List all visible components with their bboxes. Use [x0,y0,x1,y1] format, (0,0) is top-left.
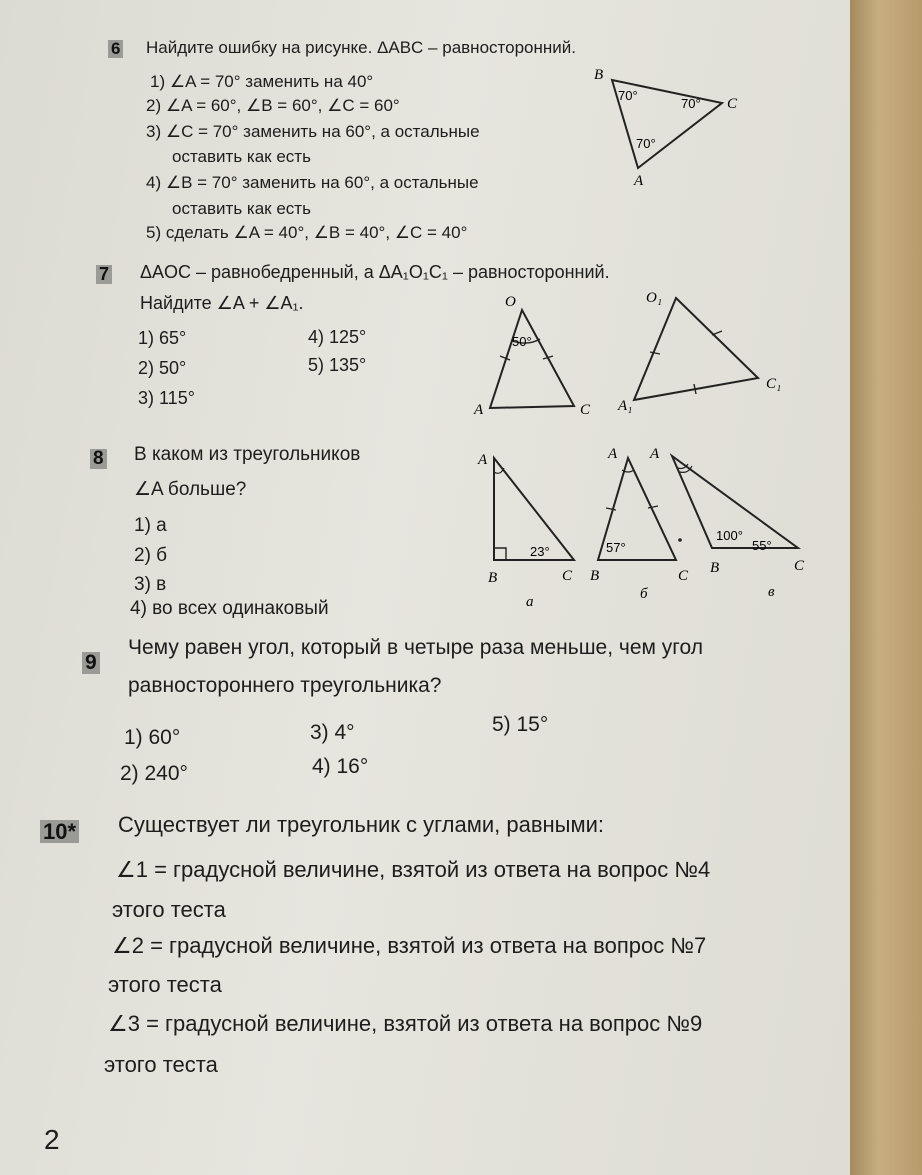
question-6-prompt: Найдите ошибку на рисунке. ΔABC – равносторонний. [146,38,576,57]
q8a-caption: а [526,594,534,610]
q8c-vertex-b: B [710,560,720,576]
question-10-prompt: Существует ли треугольник с углами, равными: [118,812,605,837]
question-8-prompt-line1: В каком из треугольников [134,444,361,465]
q8a-vertex-b: B [488,570,498,586]
q7-angle-o: 50° [512,334,532,349]
question-10-line-1: ∠1 = градусной величине, взятой из ответа на вопрос №4 [116,857,711,882]
q8a-vertex-a: A [478,452,488,468]
question-8-option-3: 3) в [134,574,167,595]
q6-vertex-c: C [727,96,738,112]
question-7-prompt-line2: Найдите ∠A + ∠A₁. [140,293,304,313]
question-10-line-2: ∠2 = градусной величине, взятой из ответа на вопрос №7 [112,933,707,958]
q8b-vertex-a: A [608,446,618,462]
q7-vertex-o: O [505,294,516,310]
question-10-line-1-cont: этого теста [112,897,226,922]
question-8-option-4: 4) во всех одинаковый [130,598,329,619]
question-9-option-1: 1) 60° [124,726,181,749]
q8b-angle-b: 57° [606,540,626,555]
q7-vertex-o1: O₁ [646,290,663,306]
question-7-number: 7 [96,265,112,284]
q8c-caption: в [768,584,775,600]
question-6-option-2: 2) ∠A = 60°, ∠B = 60°, ∠C = 60° [146,96,400,115]
question-9-number: 9 [82,652,100,674]
q8c-vertex-a: A [650,446,660,462]
question-7-option-4: 4) 125° [308,327,367,347]
question-9-option-2: 2) 240° [120,762,188,785]
question-10-line-3: ∠3 = градусной величине, взятой из ответа на вопрос №9 [108,1011,703,1036]
question-6-option-3-cont: оставить как есть [172,147,311,166]
question-6-option-5: 5) сделать ∠A = 40°, ∠B = 40°, ∠C = 40° [146,223,468,242]
q6-vertex-a: A [634,173,644,189]
q8c-vertex-c: C [794,558,805,574]
question-8-number: 8 [90,449,107,469]
question-7-option-3: 3) 115° [138,388,195,408]
question-9-option-4: 4) 16° [312,755,369,778]
table-surface [850,0,922,1175]
question-6-option-1: 1) ∠A = 70° заменить на 40° [150,72,374,91]
question-9-option-3: 3) 4° [310,721,355,744]
q8b-vertex-b: B [590,568,600,584]
question-7-prompt-line1: ΔAOC – равнобедренный, а ΔA₁O₁C₁ – равносторонний. [140,262,610,282]
question-6-option-4-cont: оставить как есть [172,199,311,218]
q8b-caption: б [640,586,648,602]
page-number: 2 [44,1124,60,1155]
q6-angle-a: 70° [636,136,656,151]
question-9-option-5: 5) 15° [492,713,549,736]
question-10-number: 10* [40,820,79,843]
q8a-angle-c: 23° [530,544,550,559]
question-8-option-2: 2) б [134,545,168,566]
q6-angle-b: 70° [618,88,638,103]
q8c-angle-b: 100° [716,528,743,543]
q7-vertex-c: C [580,402,591,418]
q8b-vertex-c: C [678,568,689,584]
question-6-option-3: 3) ∠C = 70° заменить на 60°, а остальные [146,122,480,141]
q6-angle-c: 70° [681,96,701,111]
question-8-prompt-line2: ∠A больше? [134,479,247,500]
q8c-angle-c: 55° [752,538,772,553]
q7-vertex-a1: A₁ [618,398,633,414]
question-10-line-3-cont: этого теста [104,1052,218,1077]
question-9-prompt-line2: равностороннего треугольника? [128,674,442,697]
question-7-option-2: 2) 50° [138,358,187,378]
question-6-number: 6 [108,40,123,58]
q7-vertex-a: A [474,402,484,418]
question-9-prompt-line1: Чему равен угол, который в четыре раза меньше, чем угол [128,636,703,659]
question-8-option-1: 1) а [134,515,167,536]
question-6-option-4: 4) ∠B = 70° заменить на 60°, а остальные [146,173,479,192]
question-7-option-5: 5) 135° [308,355,367,375]
question-7-option-1: 1) 65° [138,328,187,348]
question-10-line-2-cont: этого теста [108,972,222,997]
q8a-vertex-c: C [562,568,573,584]
q7-vertex-c1: C₁ [766,376,782,392]
q6-vertex-b: B [594,67,604,83]
